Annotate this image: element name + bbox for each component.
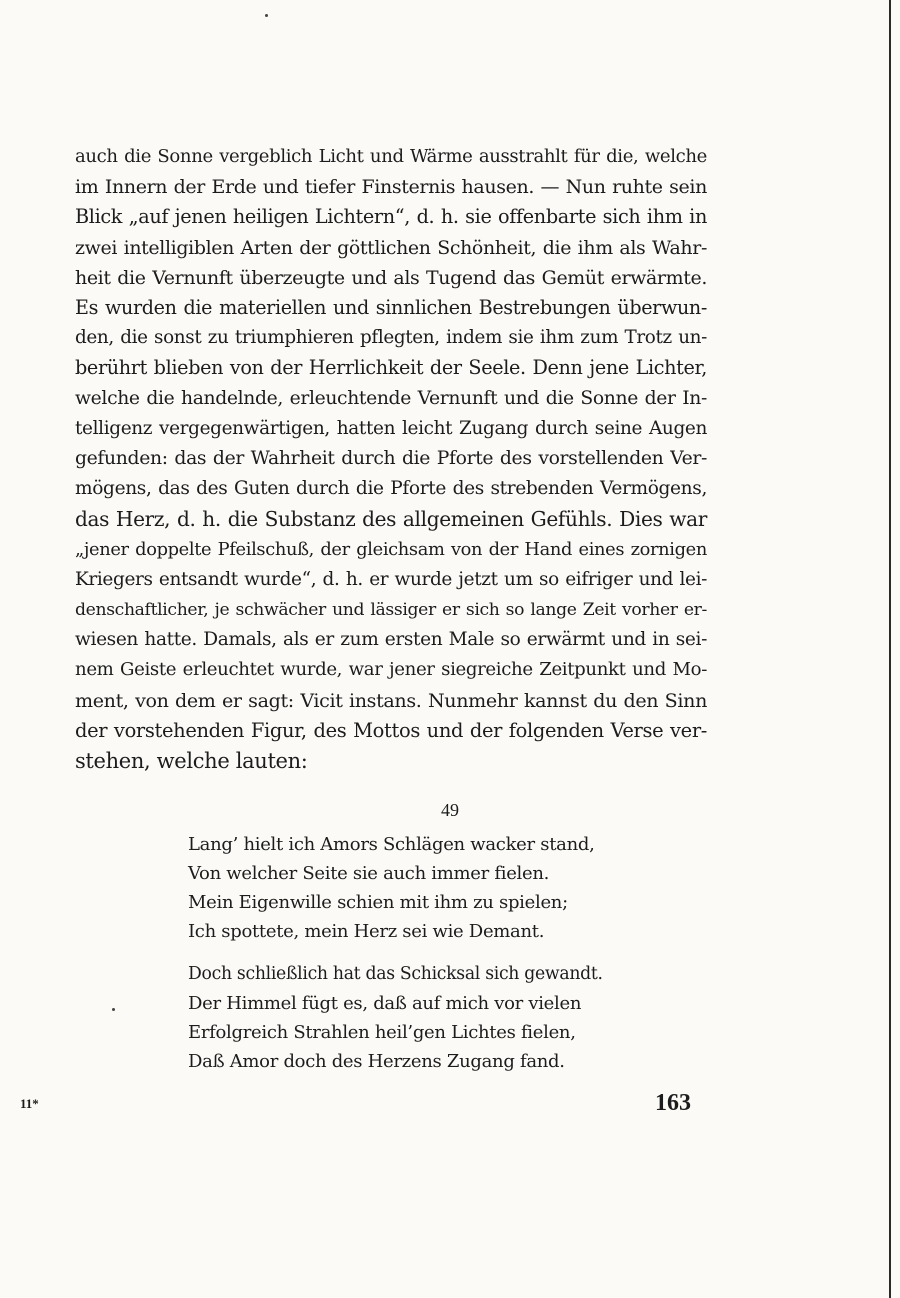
text-line: ment, von dem er sagt: Vicit instans. Nunmehr kannst du den Sinn — [75, 689, 707, 712]
text-line: das Herz, d. h. die Substanz des allgemeinen Gefühls. Dies war — [75, 507, 707, 532]
text-line: im Innern der Erde und tiefer Finsternis hausen. — Nun ruhte sein — [75, 176, 707, 199]
signature-mark: 11* — [20, 1096, 39, 1111]
text-line: „jener doppelte Pfeilschuß, der gleichsam von der Hand eines zornigen — [75, 538, 707, 560]
text-line: gefunden: das der Wahrheit durch die Pforte des vorstellenden Ver- — [75, 448, 707, 470]
text-line: heit die Vernunft überzeugte und als Tugend das Gemüt erwärmte. — [75, 266, 707, 289]
verse-line: Mein Eigenwille schien mit ihm zu spielen; — [188, 892, 568, 913]
text-line: denschaftlicher, je schwächer und lässiger er sich so lange Zeit vorher er- — [75, 600, 707, 621]
text-line: nem Geiste erleuchtet wurde, war jener siegreiche Zeitpunkt und Mo- — [75, 659, 707, 681]
poem-stanza-2 — [188, 960, 608, 1076]
text-line: der vorstehenden Figur, des Mottos und der folgenden Verse ver- — [75, 718, 707, 742]
page-number: 163 — [655, 1090, 691, 1116]
text-line: wiesen hatte. Damals, als er zum ersten Male so erwärmt und in sei- — [75, 629, 707, 651]
verse-line: Lang’ hielt ich Amors Schlägen wacker stand, — [188, 834, 595, 855]
text-line: den, die sonst zu triumphieren pflegten, indem sie ihm zum Trotz un- — [75, 327, 707, 349]
speck — [265, 14, 268, 17]
poem-stanza-1 — [188, 830, 608, 946]
text-line: Kriegers entsandt wurde“, d. h. er wurde jetzt um so eifriger und lei- — [75, 568, 707, 590]
text-line: Es wurden die materiellen und sinnlichen Bestrebungen überwun- — [75, 296, 707, 320]
text-line: telligenz vergegenwärtigen, hatten leicht Zugang durch seine Augen — [75, 417, 707, 439]
speck — [112, 1008, 115, 1011]
text-line: mögens, das des Guten durch die Pforte des strebenden Vermögens, — [75, 478, 707, 500]
verse-line: Von welcher Seite sie auch immer fielen. — [188, 863, 550, 884]
text-line: auch die Sonne vergeblich Licht und Wärme ausstrahlt für die, welche — [75, 146, 707, 167]
page-edge-line — [889, 0, 891, 1298]
verse-line: Der Himmel fügt es, daß auf mich vor vielen — [188, 993, 582, 1014]
body-paragraph — [75, 142, 707, 776]
poem-number: 49 — [441, 800, 459, 820]
verse-line: Doch schließlich hat das Schicksal sich gewandt. — [188, 964, 603, 984]
text-line: berührt blieben von der Herrlichkeit der Seele. Denn jene Lichter, — [75, 356, 707, 380]
verse-line: Erfolgreich Strahlen heil’gen Lichtes fielen, — [188, 1022, 576, 1043]
text-line: stehen, welche lauten: — [75, 749, 308, 774]
text-line: welche die handelnde, erleuchtende Vernunft und die Sonne der In- — [75, 387, 707, 409]
text-line: Blick „auf jenen heiligen Lichtern“, d. h. sie offenbarte sich ihm in — [75, 205, 707, 229]
text-line: zwei intelligiblen Arten der göttlichen Schönheit, die ihm als Wahr- — [75, 236, 707, 259]
verse-line: Ich spottete, mein Herz sei wie Demant. — [188, 921, 545, 942]
verse-line: Daß Amor doch des Herzens Zugang fand. — [188, 1051, 565, 1072]
